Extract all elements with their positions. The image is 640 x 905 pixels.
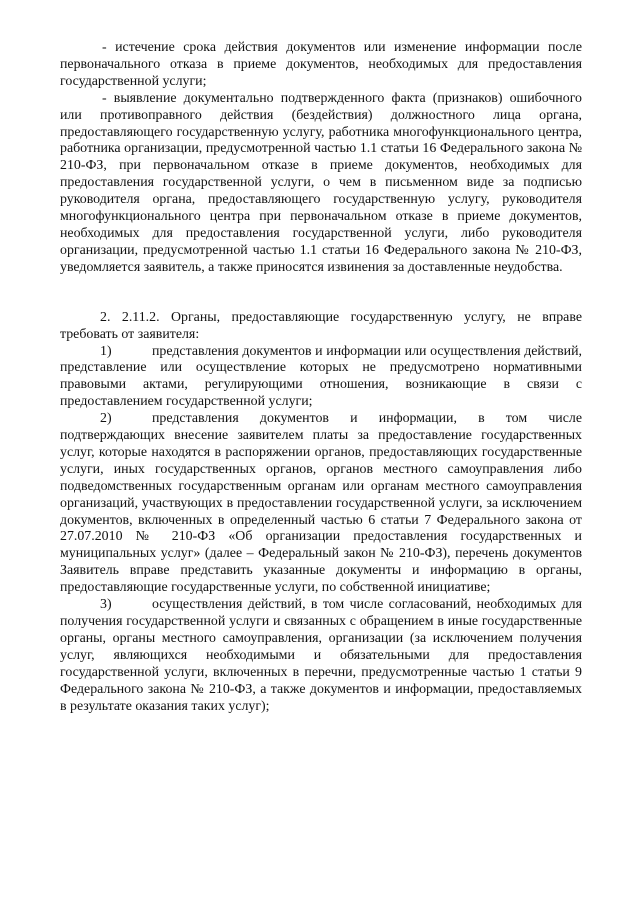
list-item-text: осуществления действий, в том числе согласований, необходимых для получения государственной услуги и связанных с обращением в иные государственные органы, органы местного самоуправления, организации (за исключением получения услуг, являющихся необходимыми и обязательными для предоставления государственной услуги, включенных в перечни, предусмотренные частью 1 статьи 9 Федерального закона № 210-ФЗ, а также документов и информации, предоставляемых в результате оказания таких услуг); [60,597,582,714]
list-item-number: 1) [100,343,112,359]
paragraph-gap [60,277,582,310]
section-heading: 2. 2.11.2. Органы, предоставляющие государственную услугу, не вправе требовать от заявителя: [60,309,582,342]
document-page [60,40,582,715]
list-item-number: 2) [100,411,112,427]
list-item-2 [60,411,582,597]
list-item-3 [60,597,582,715]
bullet-paragraph-2: - выявление документально подтвержденного факта (признаков) ошибочного или противоправного действия (бездействия) должностного лица органа, предоставляющего государственную услугу, работника многофункционального центра, работника организации, предусмотренной частью 1.1 статьи 16 Федерального закона № 210-ФЗ, при первоначальном отказе в приеме документов, необходимых для предоставления государственной услуги, о чем в письменном виде за подписью руководителя органа, предоставляющего государственную услугу, руководителя многофункционального центра при первоначальном отказе в приеме документов, необходимых для предоставления государственной услуги, либо руководителя организации, предусмотренной частью 1.1 статьи 16 Федерального закона № 210-ФЗ, уведомляется заявитель, а также приносятся извинения за доставленные неудобства. [60,90,582,275]
bullet-paragraph-1: - истечение срока действия документов или изменение информации после первоначального отказа в приеме документов, необходимых для предоставления государственной услуги; [60,40,582,89]
list-item-1 [60,344,582,412]
list-item-text: представления документов и информации или осуществления действий, представление или осуществление которых не предусмотрено нормативными правовыми актами, регулирующими отношения, возникающие в связи с предоставлением государственной услуги; [60,343,582,410]
list-item-text: представления документов и информации, в том числе подтверждающих внесение заявителем платы за предоставление государственных услуг, которые находятся в распоряжении органов, предоставляющих государственные услуги, иных государственных органов, органов местного самоуправления либо подведомственных государственным органам или органам местного самоуправления организаций, участвующих в предоставлении государственной услуги, за исключением документов, включенных в определенный частью 6 статьи 7 Федерального закона от 27.07.2010 № 210-ФЗ «Об организации предоставления государственных и муниципальных услуг» (далее – Федеральный закон № 210-ФЗ), перечень документов Заявитель вправе представить указанные документы и информацию в органы, предоставляющие государственные услуги, по собственной инициативе; [60,411,582,596]
list-item-number: 3) [100,597,112,613]
